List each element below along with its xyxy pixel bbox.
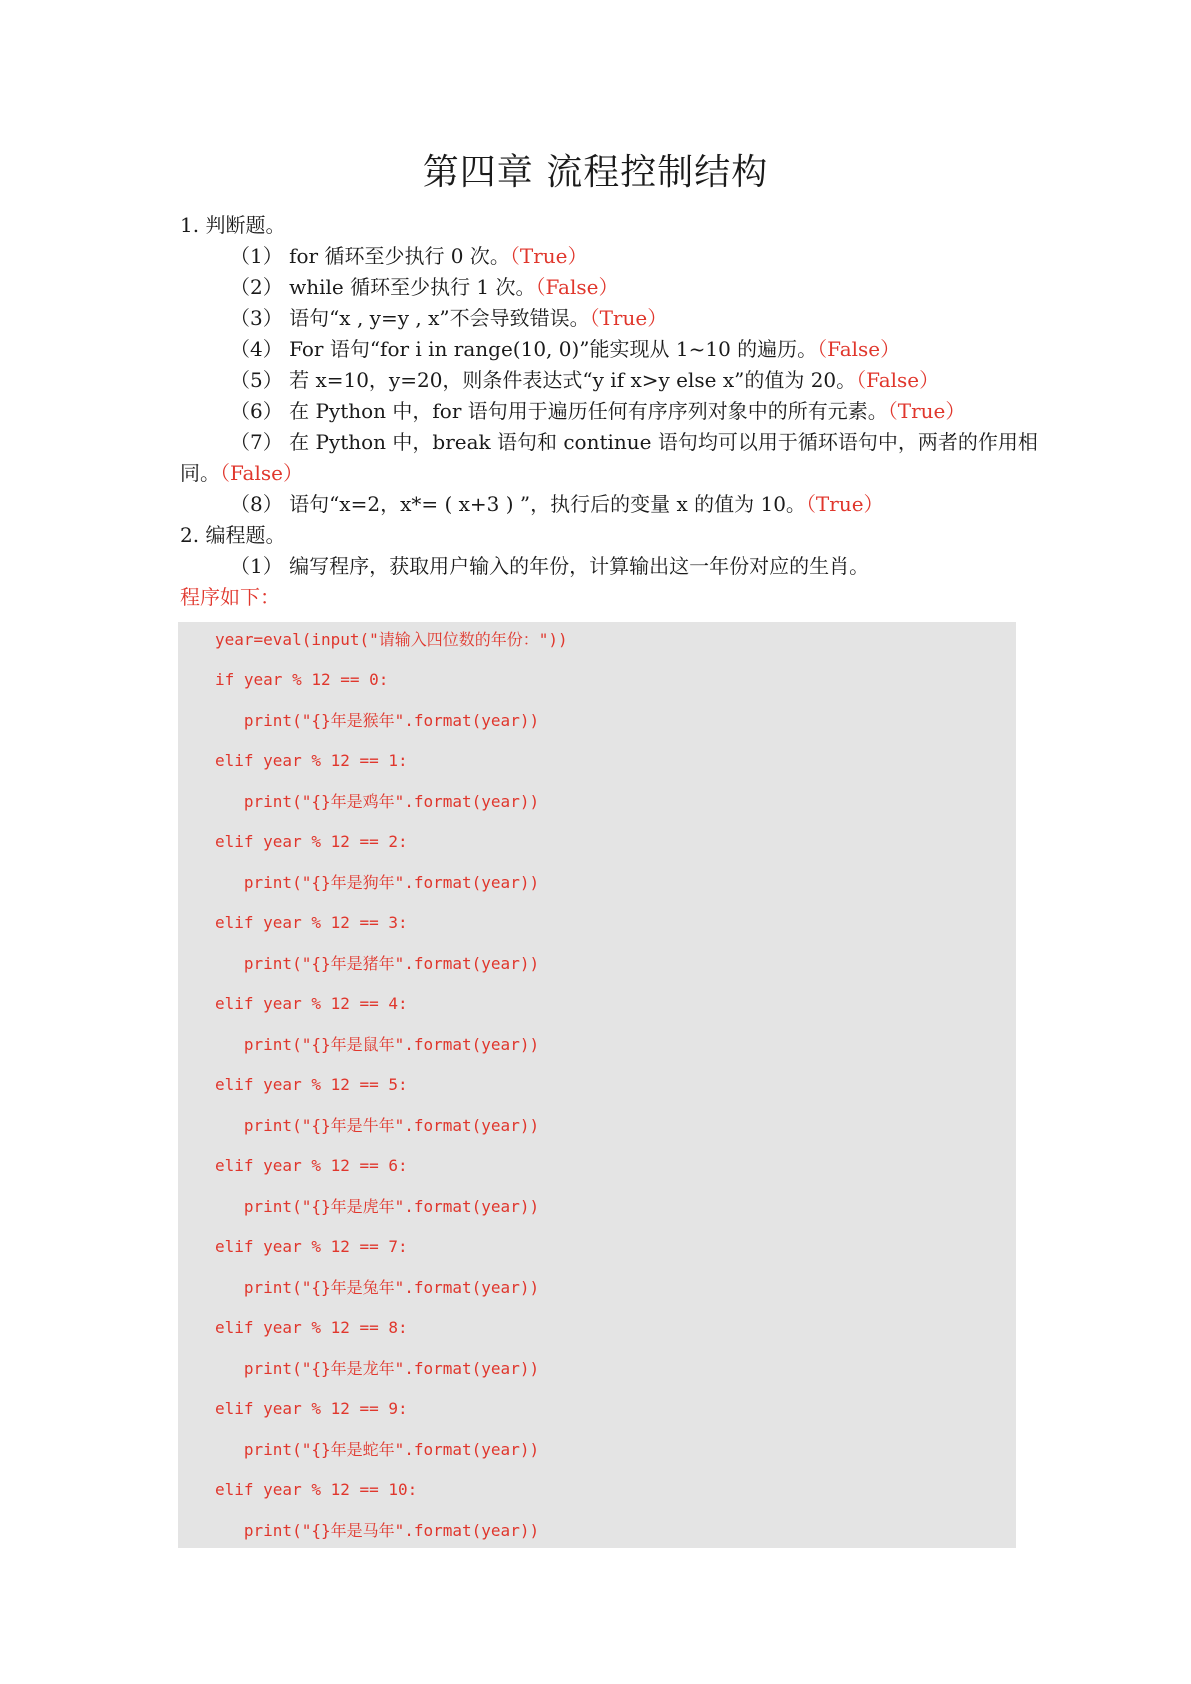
tf-item-1 — [230, 241, 588, 271]
tf-item-text: （3） 语句“x , y=y , x”不会导致错误。 — [230, 306, 590, 330]
tf-item-text-cont: 同。 — [180, 461, 220, 485]
tf-item-answer: （True） — [589, 306, 668, 330]
tf-item-4 — [230, 334, 900, 364]
tf-item-answer: （True） — [805, 492, 884, 516]
tf-item-text: （2） while 循环至少执行 1 次。 — [230, 275, 536, 299]
code-line: print("{}年是鸡年".format(year)) — [215, 792, 540, 811]
tf-item-answer: （False） — [856, 368, 940, 392]
tf-item-text: （8） 语句“x=2，x*= ( x+3 ) ”，执行后的变量 x 的值为 10。 — [230, 492, 806, 516]
code-line: elif year % 12 == 3: — [215, 913, 408, 932]
code-line: print("{}年是猪年".format(year)) — [215, 954, 540, 973]
code-line: print("{}年是兔年".format(year)) — [215, 1278, 540, 1297]
code-line: print("{}年是蛇年".format(year)) — [215, 1440, 540, 1459]
section2-heading: 2. 编程题。 — [180, 523, 286, 547]
code-line: print("{}年是猴年".format(year)) — [215, 711, 540, 730]
tf-item-text: （4） For 语句“for i in range(10, 0)”能实现从 1~10 的遍历。 — [230, 337, 818, 361]
tf-item-7-cont — [180, 458, 303, 488]
tf-item-answer: （False） — [817, 337, 901, 361]
programming-question: （1） 编写程序，获取用户输入的年份，计算输出这一年份对应的生肖。 — [230, 554, 870, 578]
code-line: print("{}年是鼠年".format(year)) — [215, 1035, 540, 1054]
tf-item-7 — [230, 427, 1038, 457]
tf-item-answer: （False） — [220, 461, 303, 485]
tf-item-2 — [230, 272, 618, 302]
tf-item-3 — [230, 303, 667, 333]
code-line: print("{}年是狗年".format(year)) — [215, 873, 540, 892]
tf-item-8 — [230, 489, 884, 519]
tf-item-answer: （False） — [535, 275, 619, 299]
code-line: print("{}年是马年".format(year)) — [215, 1521, 540, 1540]
code-line: elif year % 12 == 4: — [215, 994, 408, 1013]
tf-item-6 — [230, 396, 965, 426]
code-line: elif year % 12 == 1: — [215, 751, 408, 770]
tf-item-text: （6） 在 Python 中，for 语句用于遍历任何有序序列对象中的所有元素。 — [230, 399, 888, 423]
tf-item-answer: （True） — [509, 244, 588, 268]
program-label: 程序如下： — [180, 585, 280, 609]
code-line: elif year % 12 == 10: — [215, 1480, 418, 1499]
code-line: print("{}年是牛年".format(year)) — [215, 1116, 540, 1135]
tf-item-answer: （True） — [887, 399, 966, 423]
code-line: print("{}年是龙年".format(year)) — [215, 1359, 540, 1378]
tf-item-text: （1） for 循环至少执行 0 次。 — [230, 244, 510, 268]
section1-heading: 1. 判断题。 — [180, 213, 286, 237]
code-line: print("{}年是虎年".format(year)) — [215, 1197, 540, 1216]
code-line: elif year % 12 == 8: — [215, 1318, 408, 1337]
code-line: elif year % 12 == 5: — [215, 1075, 408, 1094]
code-line: elif year % 12 == 2: — [215, 832, 408, 851]
page-title: 第四章 流程控制结构 — [422, 152, 769, 193]
code-line: elif year % 12 == 9: — [215, 1399, 408, 1418]
tf-item-5 — [230, 365, 939, 395]
code-line: year=eval(input("请输入四位数的年份：")) — [215, 630, 568, 649]
code-line: elif year % 12 == 7: — [215, 1237, 408, 1256]
tf-item-text: （7） 在 Python 中，break 语句和 continue 语句均可以用于循环语句中，两者的作用相 — [230, 430, 1038, 454]
tf-item-text: （5） 若 x=10，y=20，则条件表达式“y if x>y else x”的值为 20。 — [230, 368, 857, 392]
code-line: if year % 12 == 0: — [215, 670, 389, 689]
code-line: elif year % 12 == 6: — [215, 1156, 408, 1175]
code-block — [178, 622, 1016, 1548]
